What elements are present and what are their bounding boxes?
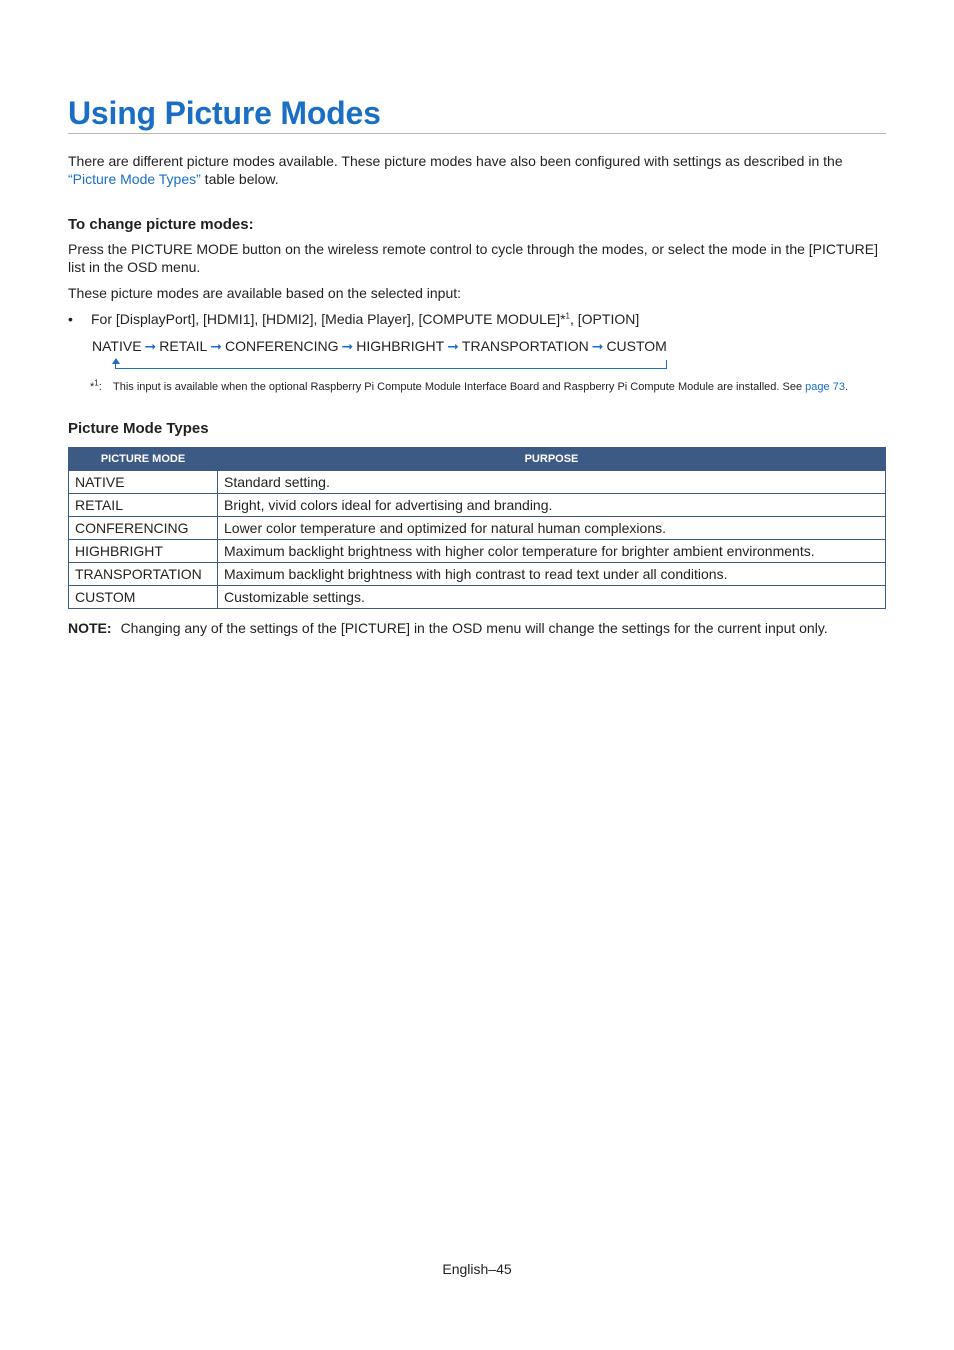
picture-mode-types-link[interactable]: “Picture Mode Types” [68, 171, 201, 187]
inputs-after: , [OPTION] [570, 311, 640, 327]
mode-cell: NATIVE [69, 471, 218, 494]
column-header-mode: PICTURE MODE [69, 448, 218, 471]
footnote [90, 380, 848, 394]
mode-cell: HIGHBRIGHT [69, 540, 218, 563]
purpose-cell: Bright, vivid colors ideal for advertising and branding. [218, 494, 886, 517]
arrow-right-icon: ➞ [591, 338, 604, 354]
purpose-cell: Customizable settings. [218, 586, 886, 609]
note-label: NOTE: [68, 620, 112, 636]
title-divider [68, 133, 886, 134]
footnote-after: . [844, 381, 848, 393]
mode-cell: CONFERENCING [69, 517, 218, 540]
page-73-link[interactable]: page 73 [805, 381, 845, 393]
mode-transportation: TRANSPORTATION [461, 338, 589, 354]
types-heading: Picture Mode Types [68, 420, 209, 437]
mode-conferencing: CONFERENCING [224, 338, 339, 354]
note [68, 619, 828, 637]
table-row [69, 586, 886, 609]
arrow-right-icon: ➞ [341, 338, 354, 354]
footnote-ref: 1 [565, 311, 570, 321]
inputs-text: For [DisplayPort], [HDMI1], [HDMI2], [Media Player], [COMPUTE MODULE]* [91, 311, 566, 327]
footnote-number: 1 [94, 378, 99, 388]
arrow-right-icon: ➞ [447, 338, 459, 354]
mode-cell: TRANSPORTATION [69, 563, 218, 586]
footnote-text: This input is available when the optional Raspberry Pi Compute Module Interface Board and Raspberry Pi Compute Module are installed. See [113, 381, 806, 393]
mode-retail: RETAIL [159, 338, 208, 354]
arrow-right-icon: ➞ [144, 338, 157, 354]
mode-cell: RETAIL [69, 494, 218, 517]
table-header-row [69, 448, 886, 471]
purpose-cell: Maximum backlight brightness with higher color temperature for brighter ambient environments. [218, 540, 886, 563]
inputs-list [91, 310, 639, 328]
page-title: Using Picture Modes [68, 95, 381, 131]
purpose-cell: Maximum backlight brightness with high contrast to read text under all conditions. [218, 563, 886, 586]
mode-custom: CUSTOM [606, 338, 667, 354]
purpose-cell: Lower color temperature and optimized for natural human complexions. [218, 517, 886, 540]
intro-paragraph [68, 152, 886, 188]
picture-mode-table [68, 447, 886, 609]
inputs-paragraph: These picture modes are available based on the selected input: [68, 285, 462, 301]
footnote-mark [90, 380, 113, 394]
table-row [69, 563, 886, 586]
purpose-cell: Standard setting. [218, 471, 886, 494]
change-paragraph: Press the PICTURE MODE button on the wireless remote control to cycle through the modes, or select the mode in the [PICTURE] list in the OSD menu. [68, 241, 879, 275]
footnote-colon: : [98, 381, 102, 393]
table-row [69, 517, 886, 540]
column-header-purpose: PURPOSE [218, 448, 886, 471]
table-row [69, 494, 886, 517]
page-number: English–45 [442, 1261, 512, 1277]
arrow-up-icon [112, 358, 120, 364]
note-text: Changing any of the settings of the [PICTURE] in the OSD menu will change the settings for the current input only. [120, 620, 828, 636]
mode-native: NATIVE [92, 338, 142, 354]
mode-cycle [92, 337, 667, 355]
mode-cell: CUSTOM [69, 586, 218, 609]
change-heading: To change picture modes: [68, 216, 254, 233]
table-row [69, 471, 886, 494]
intro-text: There are different picture modes available. These picture modes have also been configured with settings as described in the [68, 153, 843, 169]
footnote-asterisk: * [90, 381, 95, 393]
mode-highbright: HIGHBRIGHT [356, 338, 445, 354]
intro-after: table below. [200, 171, 279, 187]
bullet-icon: • [68, 311, 73, 327]
table-row [69, 540, 886, 563]
cycle-return-line [115, 360, 667, 369]
arrow-right-icon: ➞ [210, 338, 222, 354]
